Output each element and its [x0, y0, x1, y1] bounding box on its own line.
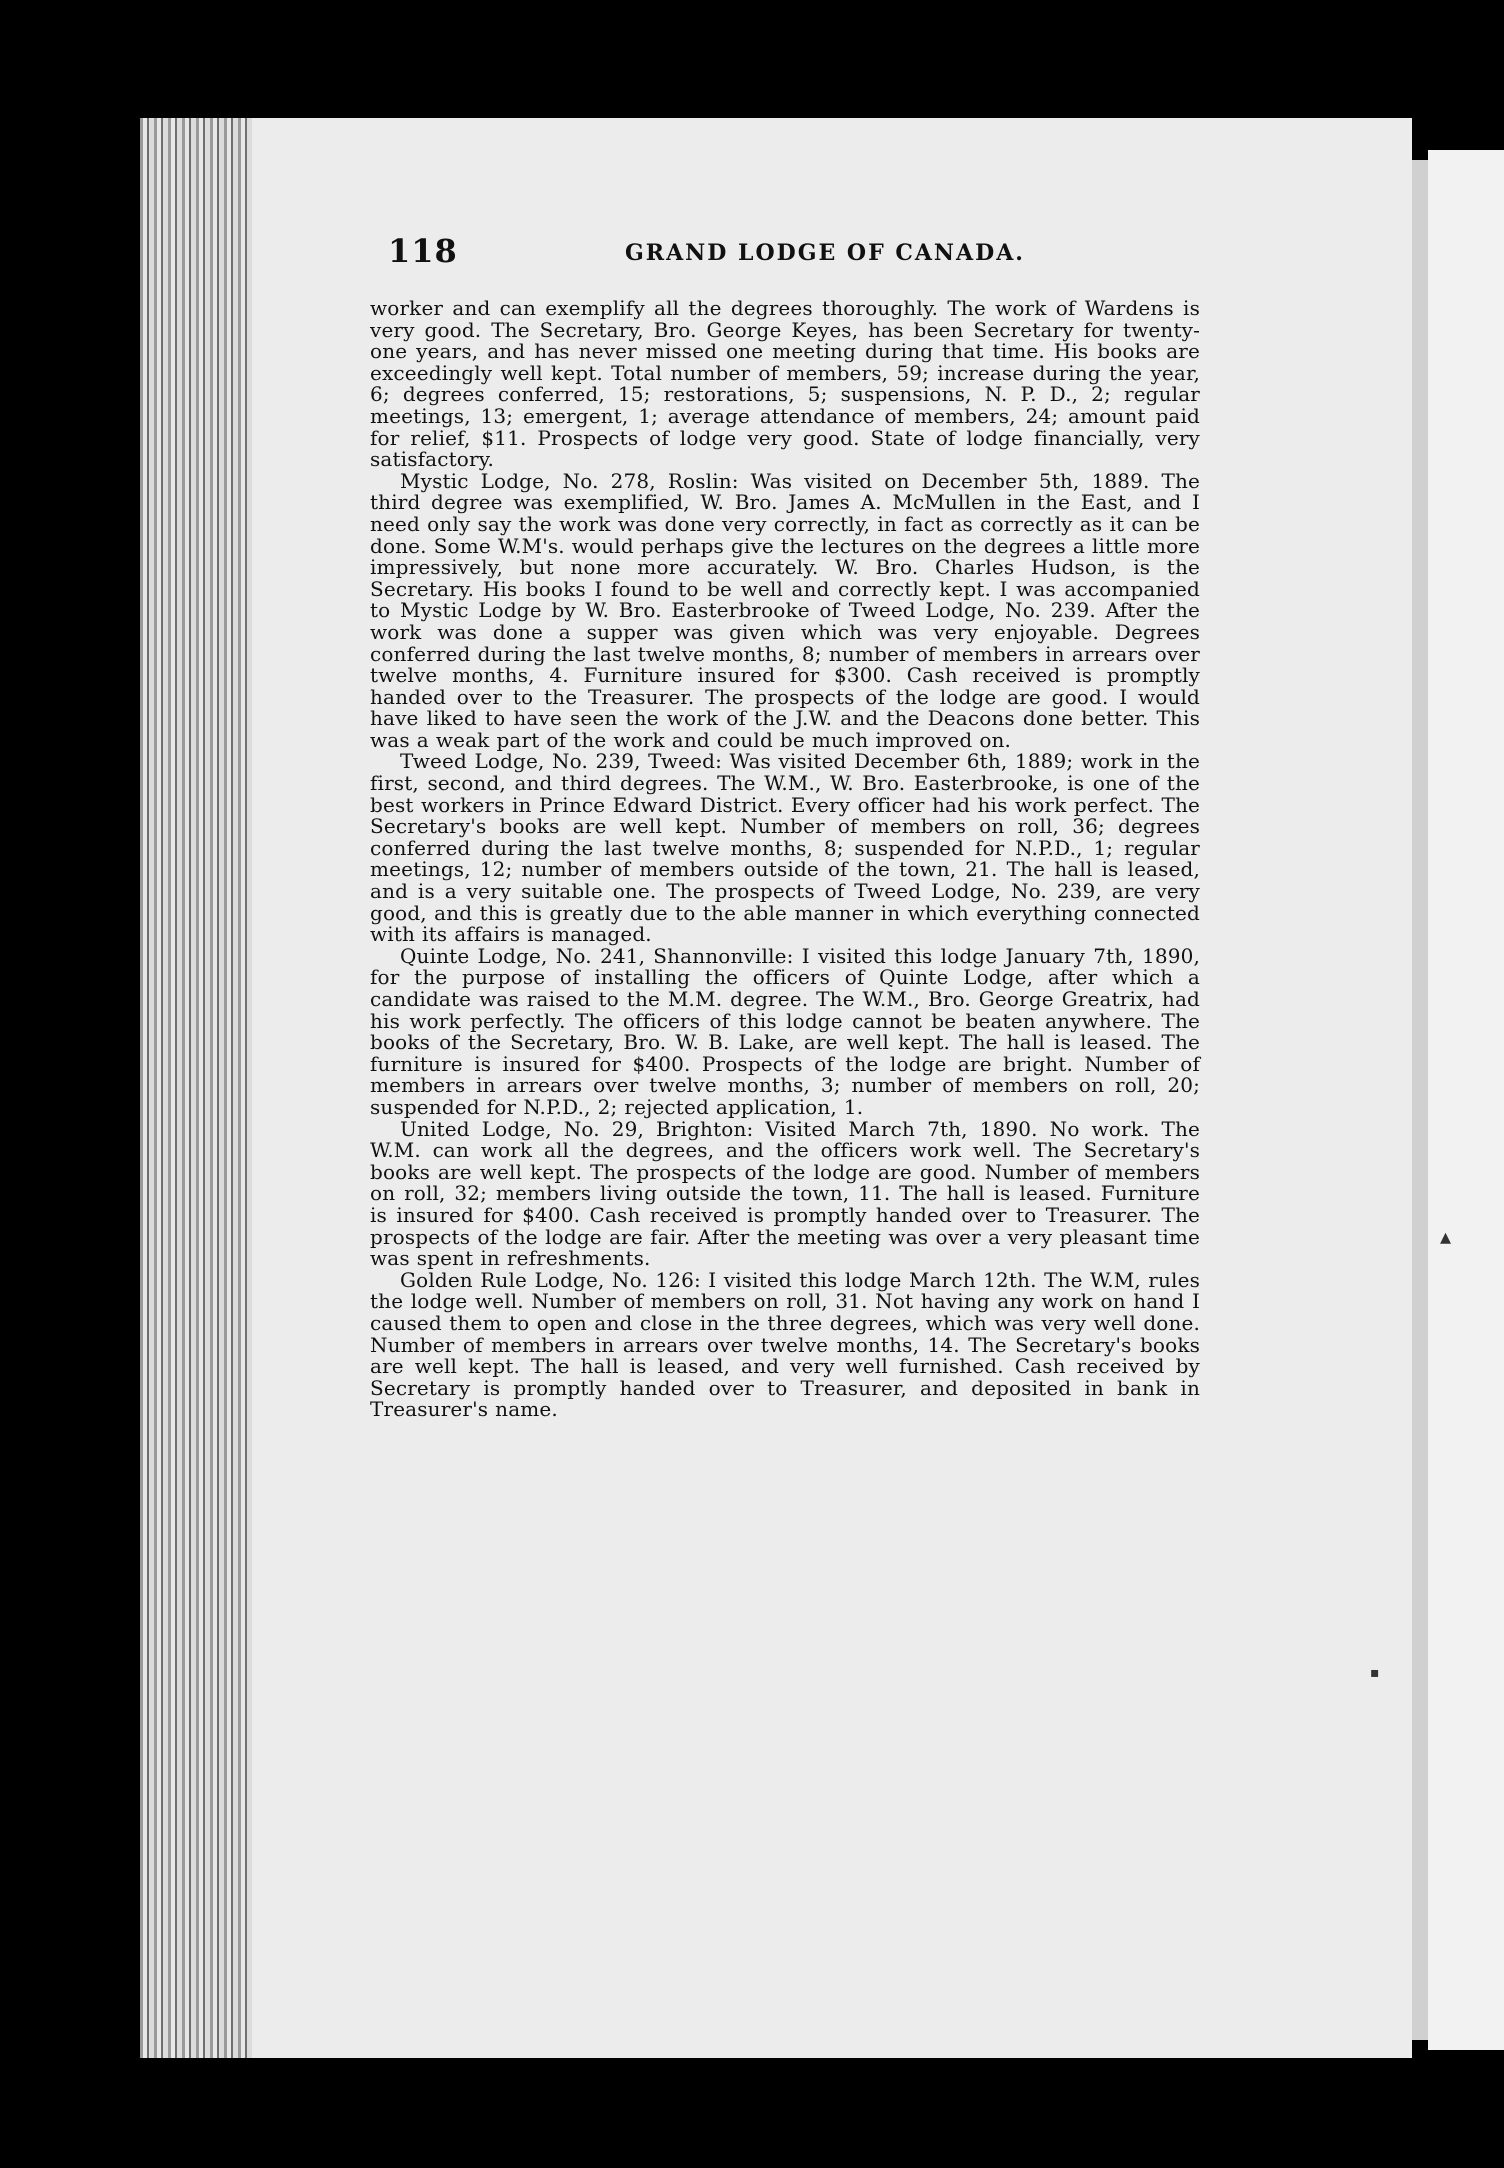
paragraph: Golden Rule Lodge, No. 126: I visited this lodge March 12th. The W.M, rules the lodge well. Number of members on roll, 31. Not having any work on hand I caused them to open and close in the three degrees, which was very well done. Number of members in arrears over twelve months, 14. The Secretary's books are well kept. The hall is leased, and very well furnished. Cash received by Secretary is promptly handed over to Treasurer, and deposited in bank in Treasurer's name. [370, 1267, 1200, 1422]
paragraph: Quinte Lodge, No. 241, Shannonville: I visited this lodge January 7th, 1890, for the purpose of installing the officers of Quinte Lodge, after which a candidate was raised to the M.M. degree. The W.M., Bro. George Greatrix, had his work perfectly. The officers of this lodge cannot be beaten anywhere. The books of the Secretary, Bro. W. B. Lake, are well kept. The hall is leased. The furniture is insured for $400. Prospects of the lodge are bright. Number of members in arrears over twelve months, 3; number of members on roll, 20; suspended for N.P.D., 2; rejected application, 1. [370, 943, 1200, 1119]
running-head [370, 232, 1200, 278]
page-edge [1412, 160, 1428, 2040]
page-number: 118 [388, 232, 458, 270]
paragraph: Mystic Lodge, No. 278, Roslin: Was visited on December 5th, 1889. The third degree was exemplified, W. Bro. James A. McMullen in the East, and I need only say the work was done very correctly, in fact as correctly as it can be done. Some W.M's. would perhaps give the lectures on the degrees a little more impressively, but none more accurately. W. Bro. Charles Hudson, is the Secretary. His books I found to be well and correctly kept. I was accompanied to Mystic Lodge by W. Bro. Easterbrooke of Tweed Lodge, No. 239. After the work was done a supper was given which was very enjoyable. Degrees conferred during the last twelve months, 8; number of members in arrears over twelve months, 4. Furniture insured for $300. Cash received is promptly handed over to the Treasurer. The prospects of the lodge are good. I would have liked to have seen the work of the J.W. and the Deacons done better. This was a weak part of the work and could be much improved on. [370, 468, 1200, 752]
page-content [370, 232, 1200, 1421]
paragraph: Tweed Lodge, No. 239, Tweed: Was visited December 6th, 1889; work in the first, second, and third degrees. The W.M., W. Bro. Easterbrooke, is one of the best workers in Prince Edward District. Every officer had his work perfect. The Secretary's books are well kept. Number of members on roll, 36; degrees conferred during the last twelve months, 8; suspended for N.P.D., 1; regular meetings, 12; number of members outside of the town, 21. The hall is leased, and is a very suitable one. The prospects of Tweed Lodge, No. 239, are very good, and this is greatly due to the able manner in which everything connected with its affairs is managed. [370, 749, 1200, 947]
body-text [370, 298, 1200, 1421]
book-binding [140, 118, 252, 2058]
running-title: GRAND LODGE OF CANADA. [625, 240, 1025, 266]
paragraph: worker and can exemplify all the degrees thoroughly. The work of Wardens is very good. The Secretary, Bro. George Keyes, has been Secretary for twenty-one years, and has never missed one meeting during that time. His books are exceedingly well kept. Total number of members, 59; increase during the year, 6; degrees conferred, 15; restorations, 5; suspensions, N. P. D., 2; regular meetings, 13; emergent, 1; average attendance of members, 24; amount paid for relief, $11. Prospects of lodge very good. State of lodge financially, very satisfactory. [370, 296, 1200, 472]
scan-speck: ▪ [1370, 1665, 1380, 1681]
facing-page-strip [1428, 150, 1504, 2050]
scan-speck: ▴ [1440, 1225, 1452, 1250]
paragraph: United Lodge, No. 29, Brighton: Visited March 7th, 1890. No work. The W.M. can work all the degrees, and the officers work well. The Secretary's books are well kept. The prospects of the lodge are good. Number of members on roll, 32; members living outside the town, 11. The hall is leased. Furniture is insured for $400. Cash received is promptly handed over to Treasurer. The prospects of the lodge are fair. After the meeting was over a very pleasant time was spent in refreshments. [370, 1116, 1200, 1271]
